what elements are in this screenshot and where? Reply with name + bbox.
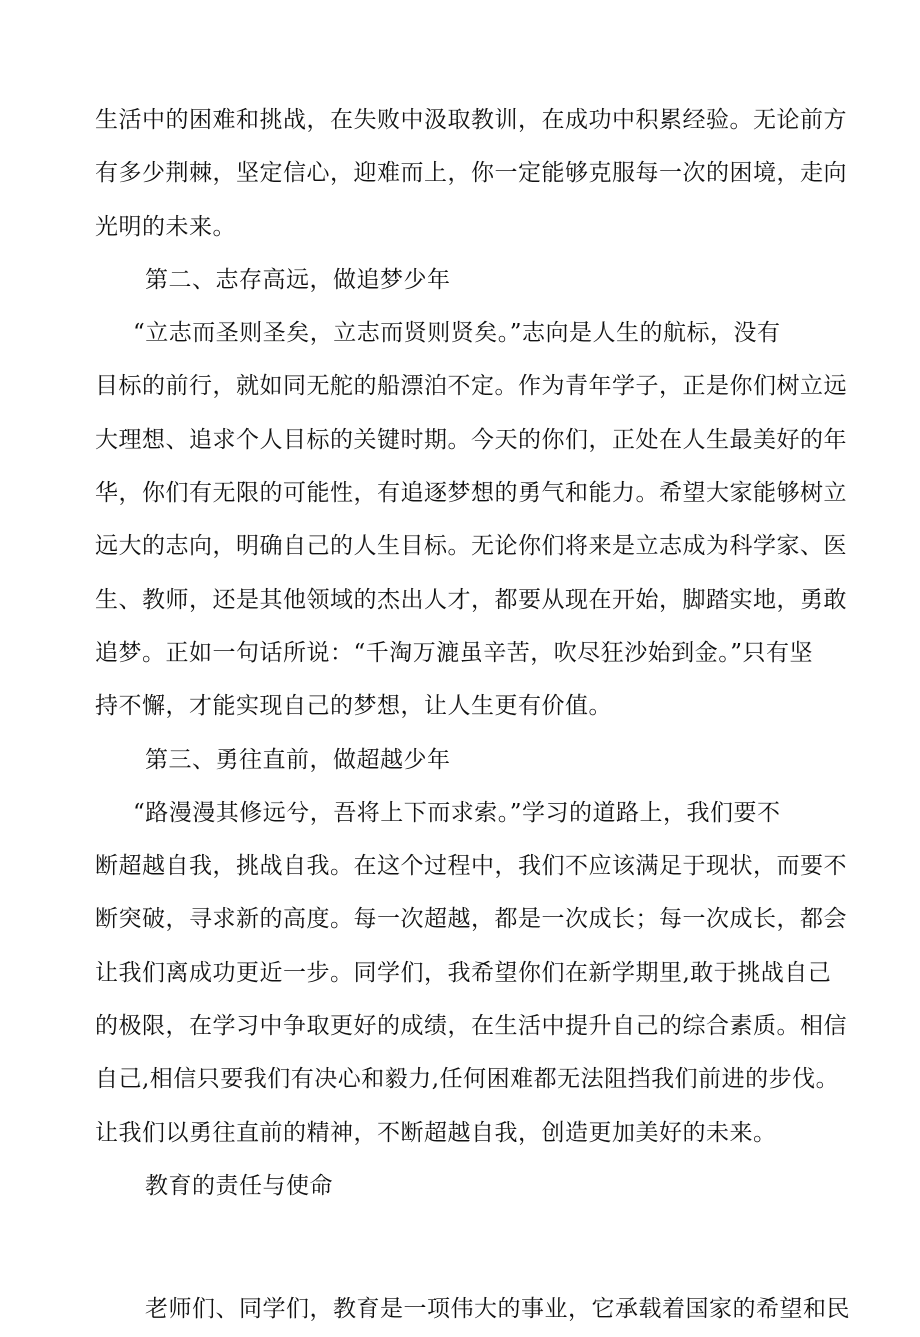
body-line: 自己,相信只要我们有决心和毅力,任何困难都无法阻挡我们前进的步伐。 (95, 1066, 840, 1093)
body-line: 生活中的困难和挑战，在失败中汲取教训，在成功中积累经验。无论前方 (95, 107, 847, 133)
body-line: 光明的未来。 (95, 213, 236, 240)
body-line: 远大的志向，明确自己的人生目标。无论你们将来是立志成为科学家、医 (95, 533, 847, 560)
body-line: 让我们离成功更近一步。同学们，我希望你们在新学期里,敢于挑战自己 (95, 959, 832, 986)
body-line: 大理想、追求个人目标的关键时期。今天的你们，正处在人生最美好的年 (95, 426, 847, 453)
body-line: 华，你们有无限的可能性，有追逐梦想的勇气和能力。希望大家能够树立 (95, 480, 847, 507)
body-line: 老师们、同学们，教育是一项伟大的事业，它承载着国家的希望和民 (145, 1296, 850, 1323)
body-line: 追梦。正如一句话所说：“千淘万漉虽辛苦，吹尽狂沙始到金。”只有坚 (95, 639, 814, 666)
body-line: “路漫漫其修远兮，吾将上下而求索。”学习的道路上，我们要不 (133, 799, 781, 826)
body-line: 断超越自我，挑战自我。在这个过程中，我们不应该满足于现状，而要不 (95, 853, 847, 880)
body-line: 让我们以勇往直前的精神，不断超越自我，创造更加美好的未来。 (95, 1119, 777, 1146)
body-line: 的极限，在学习中争取更好的成绩，在生活中提升自己的综合素质。相信 (95, 1013, 847, 1040)
body-line: 目标的前行，就如同无舵的船漂泊不定。作为青年学子，正是你们树立远 (95, 373, 847, 400)
document-body (95, 94, 850, 1337)
body-line: 断突破，寻求新的高度。每一次超越，都是一次成长；每一次成长，都会 (95, 906, 847, 933)
body-line: 持不懈，才能实现自己的梦想，让人生更有价值。 (95, 693, 612, 720)
section-heading-2: 第二、志存高远，做追梦少年 (145, 266, 451, 293)
body-line: 生、教师，还是其他领域的杰出人才，都要从现在开始，脚踏实地，勇敢 (95, 586, 847, 613)
section-heading-3: 第三、勇往直前，做超越少年 (145, 746, 451, 773)
body-line: 有多少荆棘，坚定信心，迎难而上，你一定能够克服每一次的困境，走向 (95, 160, 847, 187)
body-line: “立志而圣则圣矣，立志而贤则贤矣。”志向是人生的航标，没有 (133, 320, 781, 347)
section-heading-4: 教育的责任与使命 (145, 1172, 333, 1199)
section-spacer (95, 1213, 830, 1283)
